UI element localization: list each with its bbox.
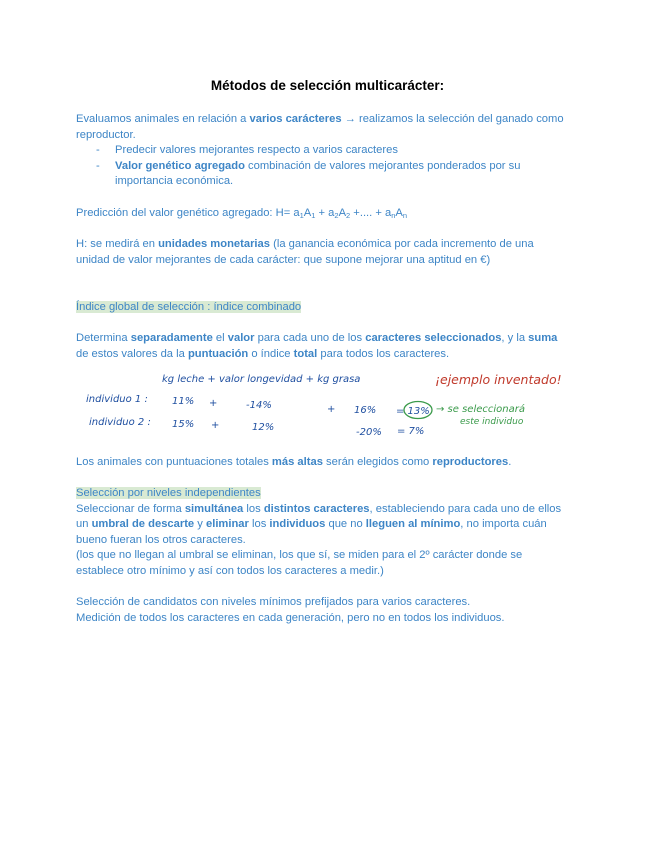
indice-paragraph: Determina separadamente el valor para cada uno de los caracteres seleccionados, y la suma de estos valores da la puntuación o índice total para todos los caracteres. <box>76 332 558 360</box>
niveles-paragraph: Seleccionar de forma simultánea los distintos caracteres, estableciendo para cada uno de ellos un umbral de descarte y eliminar los individuos que no lleguen al mínimo, no importa cuán bueno fueran los otros caracteres. <box>76 502 562 546</box>
hw-arrow-note-1: → se seleccionará <box>436 404 525 415</box>
indice-heading: Índice global de selección : índice combinado <box>76 301 302 313</box>
candidatos-line-1: Selección de candidatos con niveles mínimos prefijados para varios caracteres. <box>76 596 471 608</box>
hw-ind2-v1: 15% <box>172 419 195 430</box>
niveles-note: (los que no llegan al umbral se eliminan, los que sí, se miden para el 2º carácter donde se establece otro mínimo y así con todos los caracteres a medir.) <box>76 549 523 577</box>
list-item: - Valor genético agregado combinación de valores mejorantes ponderados por su importancia económica. <box>76 159 566 190</box>
prediction-formula: Predicción del valor genético agregado: $H= a_1A_1 + a_2A_2$ +.... + $a_nA_n$ <box>76 207 408 220</box>
hw-ind2-v2: 12% <box>252 422 275 433</box>
hw-ind2-label: individuo 2 : <box>89 417 151 428</box>
hw-ind1-label: individuo 1 : <box>86 394 148 405</box>
hw-ind2-v3: -20% <box>356 427 382 438</box>
candidatos-line-2: Medición de todos los caracteres en cada generación, pero no en todos los individuos. <box>76 611 505 624</box>
page-title: Métodos de selección multicarácter: <box>210 78 445 93</box>
hw-arrow-note-2: este individuo <box>460 417 524 427</box>
results-paragraph: Los animales con puntuaciones totales más altas serán elegidos como reproductores. <box>76 456 512 468</box>
hw-ind1-plus1: + <box>209 398 218 409</box>
h-note: H: se medirá en unidades monetarias (la ganancia económica por cada incremento de una unidad de valor mejorantes de cada carácter: que supone mejorar una aptitud en €) <box>76 238 534 266</box>
intro-paragraph: Evaluamos animales en relación a varios carácteres → realizamos la selección del ganado como reproductor. <box>76 113 564 141</box>
candidatos-section <box>76 595 566 626</box>
hw-ind1-plus2: + <box>327 404 336 415</box>
hw-example-note: ¡ejemplo inventado! <box>435 372 562 387</box>
hw-ind2-total: = 7% <box>397 426 425 437</box>
niveles-heading: Selección por niveles independientes <box>76 487 261 499</box>
list-item: - Predecir valores mejorantes respecto a varios caracteres <box>76 143 566 159</box>
hw-ind1-v1: 11% <box>172 396 195 407</box>
hw-ind1-total: = 13% <box>396 406 430 417</box>
hw-header: kg leche + valor longevidad + kg grasa <box>162 374 361 385</box>
hw-ind1-v3: 16% <box>354 405 377 416</box>
hw-ind2-plus1: + <box>211 420 220 431</box>
niveles-section <box>76 486 566 579</box>
hw-ind1-v2: -14% <box>246 400 272 411</box>
